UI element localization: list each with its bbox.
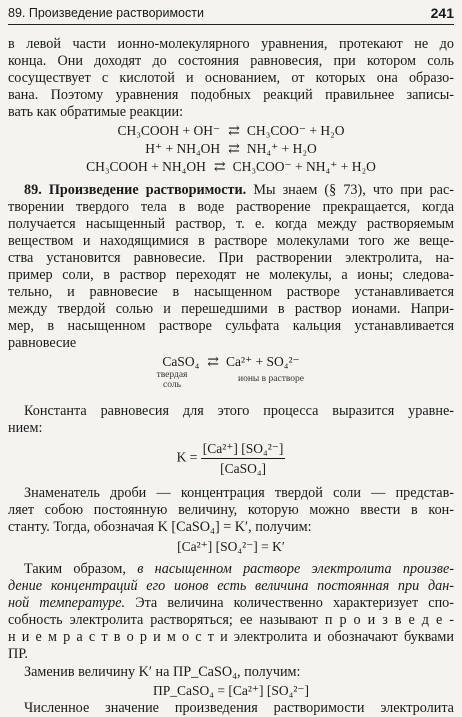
- text-line: нием:: [8, 420, 43, 436]
- text-line: мер, в насыщенном растворе сульфата кальция устанавливается: [8, 318, 454, 334]
- text-line: конца. Они доходят до состояния равновесия, при котором соль: [8, 53, 454, 69]
- equation: CH₃COOH + OH⁻ ⇄ CH₃COO⁻ + H₂O: [117, 123, 345, 139]
- text-line: веществом и находящимися в растворе молекулами того же веще-: [8, 233, 454, 249]
- text-line: дение концентраций его ионов есть величина постоянная при дан-: [8, 578, 454, 594]
- text-line: станту. Тогда, обозначая K [CaSO₄] = K′, получим:: [8, 519, 312, 535]
- reversible-arrow-icon: ⇄: [228, 142, 239, 157]
- solid-salt-label: твердая соль: [156, 370, 188, 390]
- text-line: ляет собою постоянную величину, которую можно ввести в кон-: [8, 502, 454, 518]
- ions-in-solution-label: ионы в растворе: [237, 374, 304, 384]
- reversible-arrow-icon: ⇄: [213, 160, 225, 175]
- text-line: Таким образом, в насыщенном растворе электролита произве-: [24, 561, 454, 577]
- text-line: ПР.: [8, 646, 28, 662]
- text-line: Константа равновесия для этого процесса выразится уравне-: [24, 403, 454, 419]
- text-line: собность электролита растворяться; ее называют п р о и з в е д е -: [8, 612, 454, 628]
- text-line: н и е м р а с т в о р и м о с т и электролита и обозначают буквами: [8, 629, 455, 645]
- header-title: 89. Произведение растворимости: [8, 6, 204, 20]
- text-line: творении твердого тела в воде растворение прекращается, когда: [8, 199, 454, 215]
- text-line: ной температуре. Эта величина количественно характеризует спо-: [8, 595, 454, 611]
- equation: CH₃COOH + NH₄OH ⇄ CH₃COO⁻ + NH₄⁺ + H₂O: [86, 159, 376, 175]
- text-line: Знаменатель дроби — концентрация твердой соли — представ-: [24, 485, 454, 501]
- running-header: [8, 4, 454, 25]
- fraction: $\frac{\text{[Ca²⁺] [SO₄²⁻]}}{\text{[CaSO₄]}}$: [202, 441, 284, 476]
- text-line: ства установится равновесие. При растворении электролита, на-: [8, 250, 454, 266]
- text-line: Заменив величину K′ на ПР_CaSO₄, получим:: [24, 664, 301, 680]
- text-line: вана. Поэтому уравнения подобных реакций правильнее записы-: [8, 87, 454, 103]
- kprime-equation: [Ca²⁺] [SO₄²⁻] = K′: [177, 539, 285, 554]
- text-line: пример соли, в раствор переходят не молекулы, а ионы; следова-: [8, 267, 454, 283]
- pr-equation: ПР_CaSO₄ = [Ca²⁺] [SO₄²⁻]: [153, 683, 309, 698]
- text-line: Численное значение произведения растворимости электролита: [24, 700, 454, 716]
- text-line: в левой части ионно-молекулярного уравнения, протекают не до: [8, 36, 454, 52]
- text-line: вать как обратимые реакции:: [8, 104, 184, 120]
- section-heading: 89. Произведение растворимости.: [24, 182, 247, 198]
- equation: H⁺ + NH₄OH ⇄ NH₄⁺ + H₂O: [145, 141, 317, 157]
- text-line: сосуществует с кислотой и основанием, от которых она образо-: [8, 70, 454, 86]
- section-first-line: 89. Произведение растворимости. Мы знаем (§ 73), что при рас-: [24, 182, 454, 198]
- text-line: получается насыщенный раствор, т. е. когда между растворяемым: [8, 216, 454, 232]
- reversible-arrow-icon: ⇄: [207, 355, 219, 370]
- reversible-arrow-icon: ⇄: [228, 124, 239, 139]
- text-line: тельно, и равновесие в насыщенном растворе устанавливается: [8, 284, 454, 300]
- text-line: равновесие: [8, 335, 77, 351]
- k-equation: K = $\frac{\text{[Ca²⁺] [SO₄²⁻]}}{\text{[CaSO₄]}}$: [176, 441, 284, 476]
- text-line: между твердой солью и перешедшими в раствор ионами. Напри-: [8, 301, 454, 317]
- caso4-equation: CaSO₄ ⇄ Ca²⁺ + SO₄²⁻: [162, 354, 300, 370]
- page-number: 241: [430, 5, 454, 21]
